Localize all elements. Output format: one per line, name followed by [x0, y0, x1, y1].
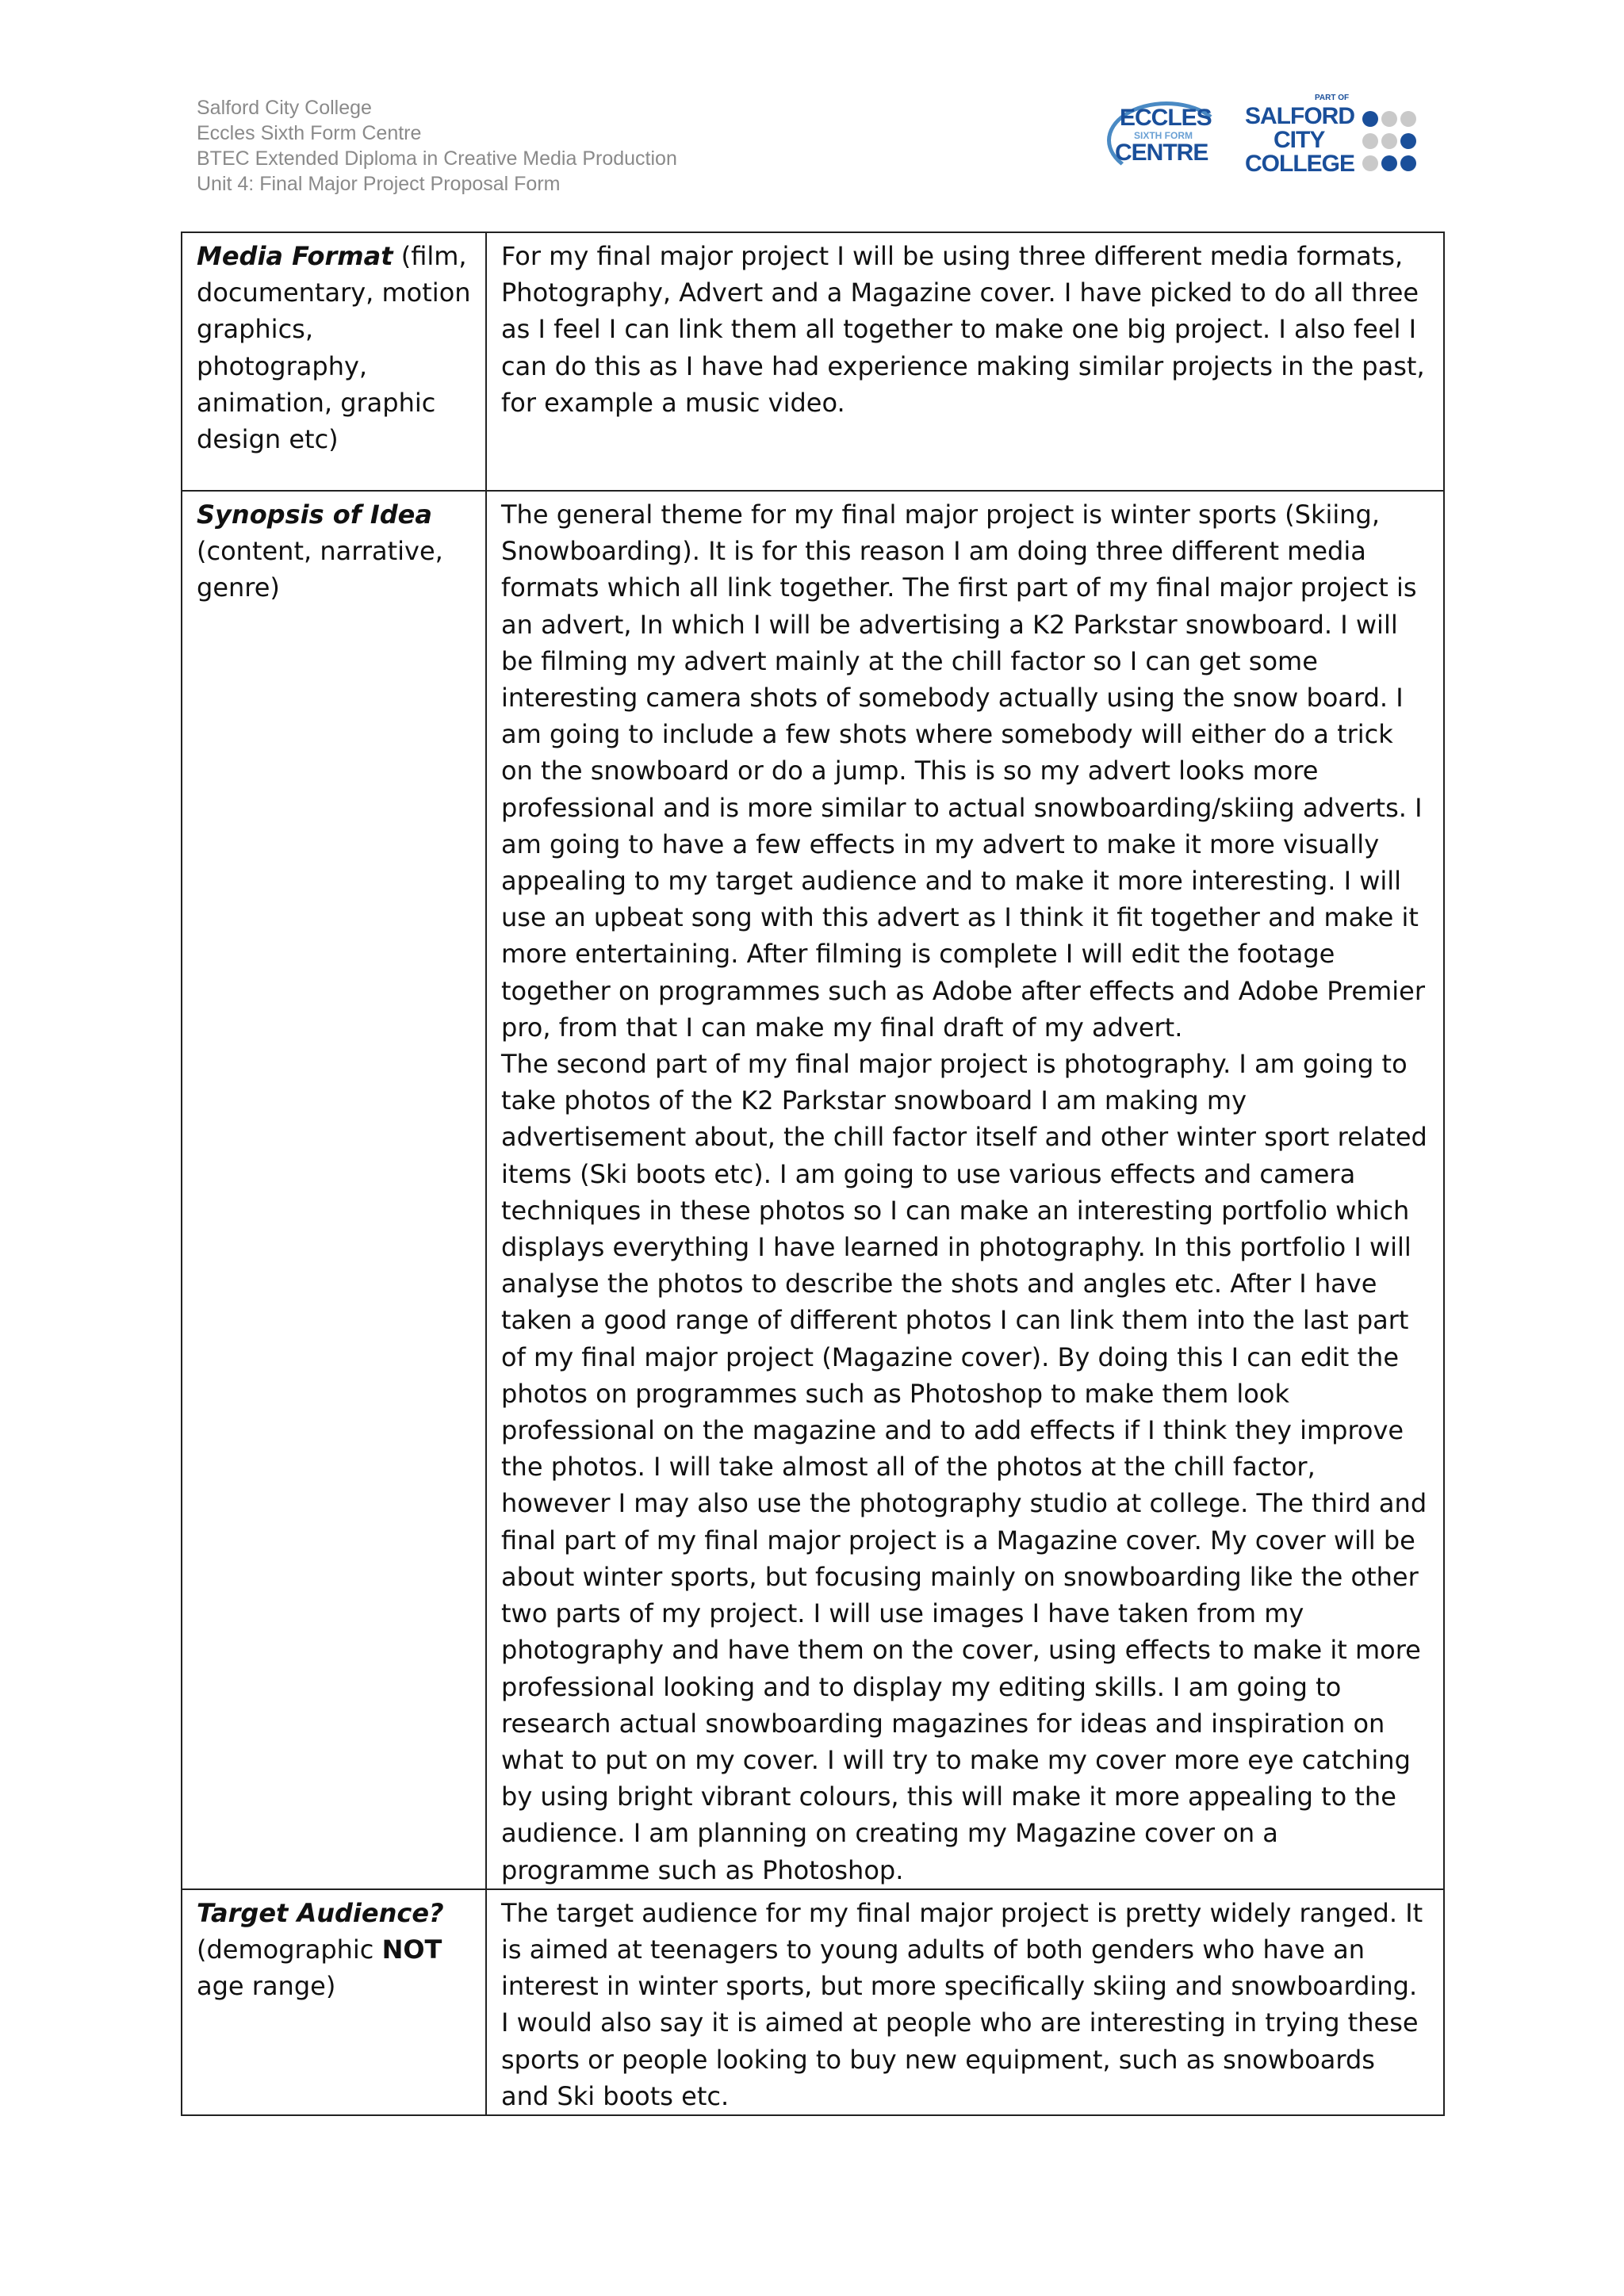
header-course: BTEC Extended Diploma in Creative Media Production: [197, 147, 677, 170]
label-media-format: [182, 232, 486, 491]
salford-logo-word-2: CITY: [1274, 127, 1325, 153]
answer-synopsis: [486, 491, 1444, 1889]
header-unit: Unit 4: Final Major Project Proposal Form: [197, 173, 561, 195]
header-logos: [1102, 94, 1435, 181]
answer-target-audience: [486, 1889, 1444, 2115]
logo-dot: [1400, 111, 1416, 127]
label-hint: (demographic: [197, 1934, 382, 1965]
row-synopsis: [182, 491, 1444, 1889]
label-hint: (film, documentary, motion graphics, photography, animation, graphic design etc): [197, 241, 471, 455]
salford-logo-word-1: SALFORD: [1245, 103, 1354, 129]
answer-paragraph: The general theme for my final major project is winter sports (Skiing, Snowboarding). It is for this reason I am doing three different media formats which all link together. The first part of my final major project is an advert, In which I will be advertising a K2 Parkstar snowboard. I will be filming my advert mainly at the chill factor so I can get some interesting camera shots of somebody actually using the snow board. I am going to include a few shots where somebody will either do a trick on the snowboard or do a jump. This is so my advert looks more professional and is more similar to actual snowboarding/skiing adverts. I am going to have a few effects in my advert to make it more visually appealing to my target audience and to make it more interesting. I will use an upbeat song with this advert as I think it fit together and make it more entertaining. After filming is complete I will edit the footage together on programmes such as Adobe after effects and Adobe Premier pro, from that I can make my final draft of my advert.: [501, 499, 1425, 1043]
salford-city-college-logo: [1245, 94, 1435, 181]
logo-dot: [1362, 155, 1378, 171]
answer-paragraph: The target audience for my final major project is pretty widely ranged. It is aimed at teenagers to young adults of both genders who have an interest in winter sports, but more specifically skiing and snowboarding. I would also say it is aimed at people who are interesting in trying these sports or people looking to buy new equipment, such as snowboards and Ski boots etc.: [501, 1897, 1423, 2111]
logo-dot: [1400, 155, 1416, 171]
logo-dot: [1381, 155, 1397, 171]
eccles-logo-word-3: CENTRE: [1115, 140, 1208, 166]
proposal-form-table: [181, 232, 1445, 2116]
label-synopsis: [182, 491, 486, 1889]
label-title: Synopsis of Idea: [197, 499, 432, 530]
eccles-centre-logo: [1102, 94, 1229, 181]
label-title: Target Audience?: [197, 1897, 444, 1928]
logo-dot: [1362, 133, 1378, 149]
label-title: Media Format: [197, 241, 393, 271]
salford-logo-word-3: COLLEGE: [1245, 151, 1355, 177]
answer-paragraph: The second part of my final major project is photography. I am going to take photos of the K2 Parkstar snowboard I am making my advertisement about, the chill factor itself and other winter sport related items (Ski boots etc). I am going to use various effects and camera techniques in these photos so I can make an interesting portfolio which displays everything I have learned in photography. In this portfolio I will analyse the photos to describe the shots and angles etc. After I have taken a good range of different photos I can link them into the last part of my final major project (Magazine cover). By doing this I can edit the photos on programmes such as Photoshop to make them look professional on the magazine and to add effects if I think they improve the photos. I will take almost all of the photos at the chill factor, however I may also use the photography studio at college. The third and final part of my final major project is a Magazine cover. My cover will be about winter sports, but focusing mainly on snowboarding like the other two parts of my project. I will use images I have taken from my photography and have them on the cover, using effects to make it more professional looking and to display my editing skills. I am going to research actual snowboarding magazines for ideas and inspiration on what to put on my cover. I will try to make my cover more eye catching by using bright vibrant colours, this will make it more appealing to the audience. I am planning on creating my Magazine cover on a programme such as Photoshop.: [501, 1049, 1427, 1885]
row-media-format: [182, 232, 1444, 491]
logo-dot: [1381, 111, 1397, 127]
header-centre: Eccles Sixth Form Centre: [197, 122, 422, 144]
logo-dot: [1381, 133, 1397, 149]
label-hint: (content, narrative, genre): [197, 536, 443, 603]
eccles-logo-word-1: ECCLES: [1120, 105, 1212, 131]
logo-dot: [1400, 133, 1416, 149]
document-header: [197, 95, 677, 197]
answer-paragraph: For my final major project I will be using three different media formats, Photography, Advert and a Magazine cover. I have picked to do all three as I feel I can link them all together to make one big project. I also feel I can do this as I have had experience making similar projects in the past, for example a music video.: [501, 241, 1425, 418]
header-college: Salford City College: [197, 97, 372, 119]
salford-logo-part-of: PART OF: [1315, 94, 1350, 102]
label-hint-end: age range): [197, 1971, 336, 2002]
answer-media-format: [486, 232, 1444, 491]
label-target-audience: [182, 1889, 486, 2115]
eccles-logo-word-2: SIXTH FORM: [1134, 130, 1193, 141]
label-emphasis: NOT: [381, 1934, 442, 1965]
logo-dot: [1362, 111, 1378, 127]
row-target-audience: [182, 1889, 1444, 2115]
